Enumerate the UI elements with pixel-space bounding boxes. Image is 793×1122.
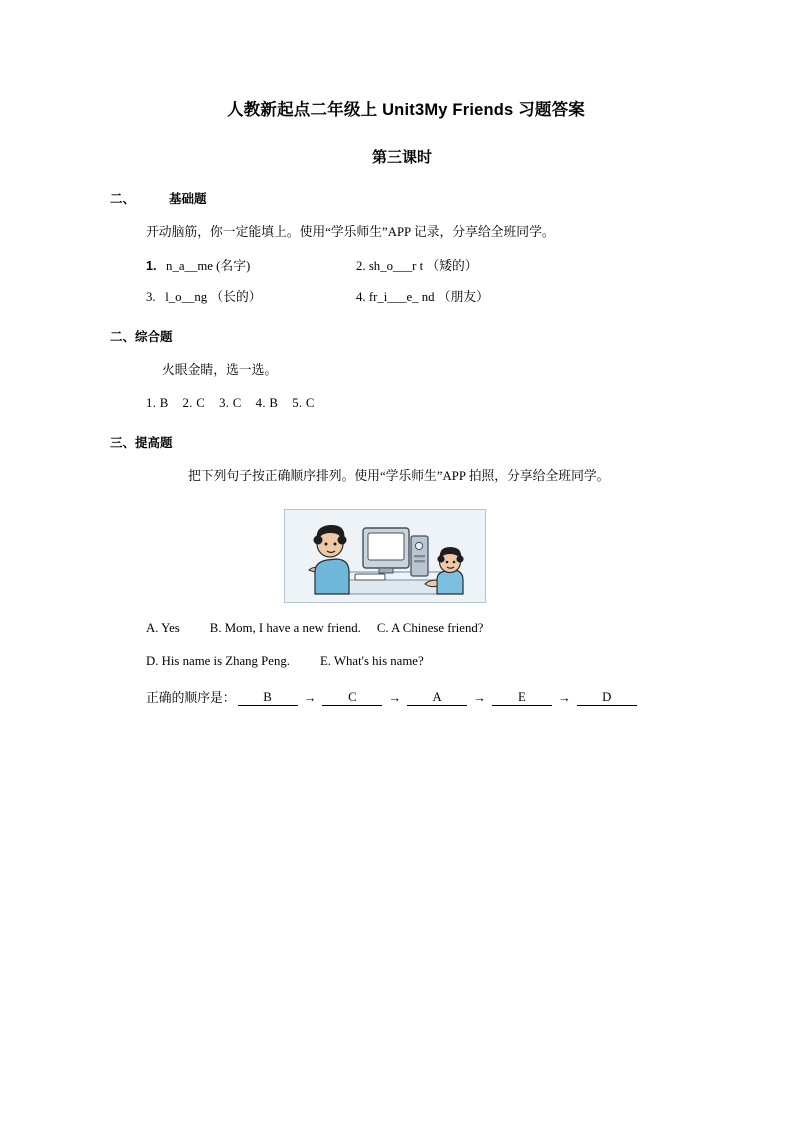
section-3-number: 三、	[110, 435, 136, 450]
section-1-heading	[110, 189, 690, 207]
fill-blank-row-2	[110, 286, 690, 305]
option-e: E. What's his name?	[319, 654, 424, 669]
answer-5: 5. C	[292, 395, 315, 410]
page-title: 人教新起点二年级上 Unit3My Friends 习题答案	[226, 101, 586, 119]
order-blank-4: E	[492, 690, 552, 706]
order-arrow-3: →	[473, 691, 486, 706]
item-3-hint: （长的）	[210, 290, 262, 305]
order-arrow-1: →	[303, 691, 317, 706]
answer-1: 1. B	[146, 395, 169, 410]
section-2-instruction: 火眼金睛，选一选。	[162, 363, 278, 378]
fill-blank-row-1	[110, 255, 690, 274]
illustration-wrapper	[110, 509, 690, 603]
option-c: C. A Chinese friend?	[376, 621, 484, 636]
answer-2: 2. C	[182, 395, 206, 410]
section-3-heading	[110, 433, 690, 451]
order-blank-3: A	[407, 690, 467, 706]
order-arrow-2: →	[388, 691, 402, 706]
section-3-options-line-2	[110, 654, 690, 669]
section-1-number: 二、	[110, 192, 136, 206]
order-blank-2: C	[322, 690, 382, 706]
page-subtitle: 第三课时	[371, 149, 432, 166]
fill-blank-item-2	[356, 255, 690, 274]
section-3-instruction: 把下列句子按正确顺序排列。使用“学乐师生”APP 拍照，分享给全班同学。	[188, 468, 610, 483]
item-4-hint: （朋友）	[437, 290, 489, 305]
section-2-heading	[110, 327, 690, 345]
section-2-title: 综合题	[135, 330, 173, 345]
item-2-number: 2.	[356, 259, 366, 274]
section-1-title: 基础题	[169, 192, 207, 206]
fill-blank-item-4	[356, 286, 690, 305]
option-b: B. Mom, I have a new friend.	[209, 621, 361, 636]
fill-blank-item-3	[110, 286, 356, 305]
fill-blank-item-1	[110, 255, 356, 274]
item-3-number: 3.	[146, 290, 156, 305]
order-blank-5: D	[577, 690, 637, 706]
section-2-number: 二、	[110, 330, 136, 345]
option-a: A. Yes	[146, 621, 180, 636]
item-1-hint: (名字)	[216, 259, 251, 274]
answer-4: 4. B	[255, 395, 279, 410]
answer-3: 3. C	[219, 395, 242, 410]
section-2-answers	[110, 396, 690, 411]
item-1-word: n_a__me	[166, 259, 213, 274]
order-label: 正确的顺序是：	[146, 691, 236, 706]
section-1-instruction: 开动脑筋，你一定能填上。使用“学乐师生”APP 记录，分享给全班同学。	[146, 225, 555, 239]
section-3-order-answer	[110, 687, 690, 706]
order-blank-1: B	[238, 690, 298, 706]
order-arrow-4: →	[557, 691, 571, 706]
item-2-word: sh_o___r t	[368, 259, 424, 274]
item-3-word: l_o__ng	[165, 290, 208, 305]
item-4-number: 4.	[356, 290, 366, 305]
item-4-word: fr_i___e_ nd	[368, 290, 435, 305]
illustration-mother-boy-computer	[284, 509, 486, 603]
section-3-title: 提高题	[135, 435, 173, 450]
section-3-options-line-1	[110, 621, 690, 636]
document-body	[110, 96, 690, 706]
illustration-svg	[285, 510, 485, 602]
item-1-number: 1.	[146, 259, 157, 274]
item-2-hint: （矮的）	[426, 259, 478, 274]
option-d: D. His name is Zhang Peng.	[146, 654, 290, 669]
